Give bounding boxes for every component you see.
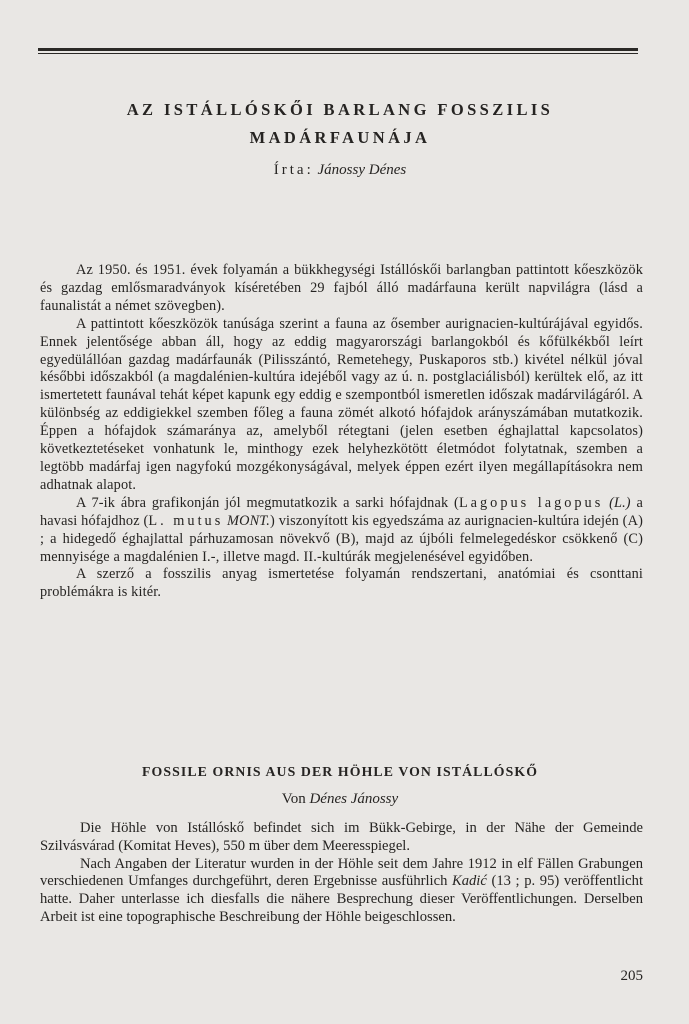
p3-text-b: a havasi hófajdhoz (: [40, 494, 643, 529]
top-rule-thin: [38, 53, 638, 54]
title-line-2: MADÁRFAUNÁJA: [249, 128, 431, 147]
p3-text-c: ) viszonyított kis egyedszáma az aurignacien-kultúra idején (A) ; a hidegedő éghajlattal párhuzamosan növekvő (B), majd az újbóli felmelegedéskor csökkenő (C) mennyisége a magdalénien I.-, illetve magd. II.-kultúrák megjelenésével egyidőben.: [40, 512, 643, 565]
german-byline-author: Dénes Jánossy: [309, 791, 399, 807]
byline: [40, 162, 640, 179]
german-text: [40, 820, 643, 927]
german-byline-von: Von: [281, 791, 306, 807]
paragraph-2: A pattintott kőeszközök tanúsága szerint a fauna az ősember aurignacien-kultúrájával egyidős. Ennek jelentősége abban áll, hogy az eddig magyarországi barlangokból és kőfülkékből leírt egyedülállóan gazdag madárfaunák (Pilisszántó, Remetehegy, Puskaporos stb.) kivétel nélkül jóval későbbi időszakból (a magdalénien-kultúra idejéből vagy az ú. n. postglaciálisból) kerültek elő, az itt ismertetett faunával tehát képet kapunk egy eddig e szempontból ismeretlen időszak madárvilágáról. A különbség az eddigiekkel szemben főleg a fauna zömét alkotó hófajdok arányszámában mutatkozik. Éppen a hófajdok számaránya az, amelyből rétegtani (jelen esetben éghajlattal kapcsolatos) következtetéseket vonhatunk le, minthogy ezek helyhezkötött életmódot folytatnak, szemben a legtöbb madárfaj igen nagyfokú mozgékonyságával, melyek éppen ezért ilyen megállapításokra nem adhatnak alapot.: [40, 315, 643, 493]
gp2-kadic: Kadić: [451, 873, 487, 890]
german-paragraph-1: Die Höhle von Istállóskő befindet sich im Bükk-Gebirge, in der Nähe der Gemeinde Szilvásvárad (Komitat Heves), 550 m über dem Meeresspiegel.: [40, 820, 643, 854]
gp2-text-a: Nach Angaben der Literatur wurden in der Höhle seit dem Jahre 1912 in elf Fällen Grabungen verschiedenen Umfanges durchgeführt, deren Ergebnisse ausführlich: [40, 855, 643, 890]
paragraph-4: A szerző a fosszilis anyag ismertetése folyamán rendszertani, anatómiai és csonttani problémákra is kitér.: [40, 566, 643, 601]
top-rule: [38, 48, 638, 51]
page-number: 205: [620, 968, 643, 984]
german-heading: FOSSILE ORNIS AUS DER HÖHLE VON ISTÁLLÓSKŐ: [141, 764, 539, 779]
byline-author: Jánossy Dénes: [317, 162, 407, 178]
p3-species-lagopus: Lagopus lagopus: [458, 494, 604, 511]
article-title: [40, 96, 640, 152]
paragraph-3: [40, 495, 643, 567]
p3-author-l: (L.): [609, 494, 631, 511]
paragraph-1: Az 1950. és 1951. évek folyamán a bükkhegységi Istállóskői barlangban pattintott kőeszközök és gazdag emlősmaradványok kíséretében 29 fajból álló madárfauna került napvilágra (lásd a faunalistát a német szövegben).: [40, 262, 643, 314]
title-line-1: AZ ISTÁLLÓSKŐI BARLANG FOSSZILIS: [126, 100, 554, 119]
hungarian-summary: [40, 262, 643, 602]
byline-label: Írta:: [273, 162, 314, 178]
p3-text-a: A 7-ik ábra grafikonján jól megmutatkozik a sarki hófajdnak (: [76, 494, 459, 511]
german-paragraph-2: [40, 856, 643, 927]
p3-author-mont: MONT.: [227, 512, 271, 529]
p3-species-mutus: L. mutus: [148, 512, 224, 529]
gp2-text-b: (13 ; p. 95) veröffentlicht hatte. Daher unterlasse ich diesfalls die nähere Besprechung dieser Veröffentlichungen. Derselben Arbeit ist eine topographische Beschreibung der Höhle beigeschlossen.: [40, 873, 643, 925]
german-byline: [40, 791, 640, 808]
